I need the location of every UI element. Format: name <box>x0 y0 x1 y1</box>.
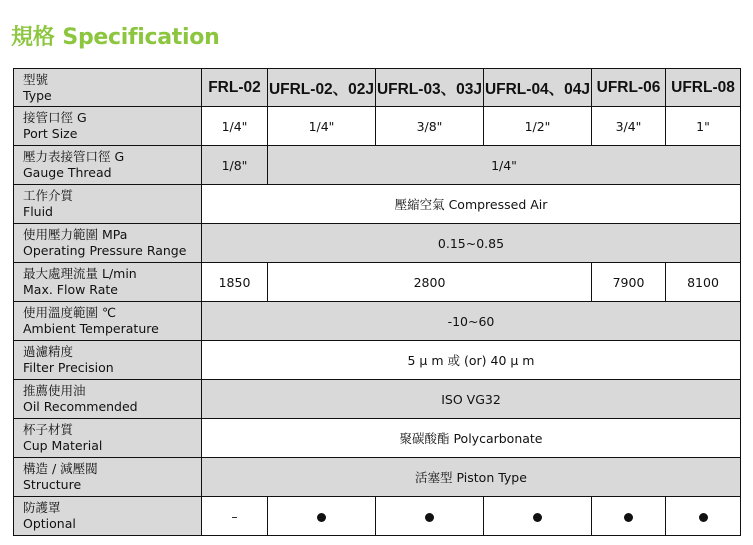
page-title-en: Specification <box>62 25 220 50</box>
row-label-cn: 最大處理流量 L/min <box>23 266 137 281</box>
cell-value: 1/4" <box>268 146 741 185</box>
row-label-en: Structure <box>23 477 82 492</box>
specification-table <box>13 68 741 536</box>
cell-value: 1/4" <box>268 107 376 146</box>
cell-value: 8100 <box>666 263 741 302</box>
type-label-en: Type <box>23 87 52 103</box>
cell-value <box>268 497 376 536</box>
page-title-cn: 規格 <box>11 25 55 50</box>
cell-value <box>376 497 484 536</box>
row-label <box>14 419 202 458</box>
row-label <box>14 497 202 536</box>
row-operating-pressure <box>14 224 741 263</box>
cell-value: 0.15~0.85 <box>202 224 741 263</box>
row-label-en: Ambient Temperature <box>23 321 159 336</box>
cell-value: 5 μ m 或 (or) 40 μ m <box>202 341 741 380</box>
row-gauge-thread <box>14 146 741 185</box>
row-label <box>14 458 202 497</box>
row-label-en: Fluid <box>23 204 53 219</box>
column-header-ufrl-08: UFRL-08 <box>666 69 741 107</box>
column-header-ufrl-04: UFRL-04、04J <box>484 69 592 107</box>
row-label <box>14 302 202 341</box>
type-label-cn: 型號 <box>23 71 49 87</box>
row-label-en: Port Size <box>23 126 78 141</box>
row-label-cn: 推薦使用油 <box>23 383 86 398</box>
cell-value: ISO VG32 <box>202 380 741 419</box>
row-label-cn: 工作介質 <box>23 188 74 203</box>
row-label <box>14 341 202 380</box>
row-label-cn: 壓力表接管口徑 G <box>23 149 125 164</box>
type-label <box>14 69 202 107</box>
row-optional <box>14 497 741 536</box>
cell-value: 聚碳酸酯 Polycarbonate <box>202 419 741 458</box>
row-label-en: Filter Precision <box>23 360 114 375</box>
row-label-cn: 過濾精度 <box>23 344 74 359</box>
row-port-size <box>14 107 741 146</box>
bullet-dot-icon <box>624 513 633 522</box>
row-filter-precision <box>14 341 741 380</box>
row-label-cn: 使用壓力範圍 MPa <box>23 227 128 242</box>
page-title <box>11 20 219 52</box>
row-label-cn: 杯子材質 <box>23 422 74 437</box>
cell-value: 活塞型 Piston Type <box>202 458 741 497</box>
row-label <box>14 107 202 146</box>
cell-value: 壓縮空氣 Compressed Air <box>202 185 741 224</box>
row-label-cn: 防護罩 <box>23 500 61 515</box>
row-label-en: Oil Recommended <box>23 399 138 414</box>
cell-value: 1/8" <box>202 146 268 185</box>
row-fluid <box>14 185 741 224</box>
row-ambient-temperature <box>14 302 741 341</box>
bullet-dot-icon <box>533 513 542 522</box>
row-structure <box>14 458 741 497</box>
cell-value: 2800 <box>268 263 592 302</box>
row-label <box>14 185 202 224</box>
cell-value: 3/8" <box>376 107 484 146</box>
cell-value: 1/4" <box>202 107 268 146</box>
header-row <box>14 69 741 107</box>
row-oil-recommended <box>14 380 741 419</box>
row-label <box>14 263 202 302</box>
cell-value: 3/4" <box>592 107 666 146</box>
cell-value <box>592 497 666 536</box>
row-label-en: Operating Pressure Range <box>23 243 187 258</box>
cell-value: 1" <box>666 107 741 146</box>
bullet-dot-icon <box>425 513 434 522</box>
cell-value <box>666 497 741 536</box>
row-max-flow-rate <box>14 263 741 302</box>
column-header-ufrl-03: UFRL-03、03J <box>376 69 484 107</box>
row-label-en: Cup Material <box>23 438 103 453</box>
cell-value: – <box>202 497 268 536</box>
cell-value: 7900 <box>592 263 666 302</box>
cell-value: -10~60 <box>202 302 741 341</box>
bullet-dot-icon <box>699 513 708 522</box>
row-label <box>14 146 202 185</box>
row-label-cn: 接管口徑 G <box>23 110 87 125</box>
column-header-ufrl-02: UFRL-02、02J <box>268 69 376 107</box>
row-label-en: Gauge Thread <box>23 165 112 180</box>
row-cup-material <box>14 419 741 458</box>
column-header-frl-02: FRL-02 <box>202 69 268 107</box>
row-label-en: Optional <box>23 516 76 531</box>
cell-value: 1/2" <box>484 107 592 146</box>
row-label-cn: 使用溫度範圍 ℃ <box>23 305 117 320</box>
cell-value: 1850 <box>202 263 268 302</box>
column-header-ufrl-06: UFRL-06 <box>592 69 666 107</box>
cell-value <box>484 497 592 536</box>
row-label-cn: 構造 / 減壓閥 <box>23 461 98 476</box>
row-label <box>14 380 202 419</box>
row-label-en: Max. Flow Rate <box>23 282 118 297</box>
row-label <box>14 224 202 263</box>
bullet-dot-icon <box>317 513 326 522</box>
